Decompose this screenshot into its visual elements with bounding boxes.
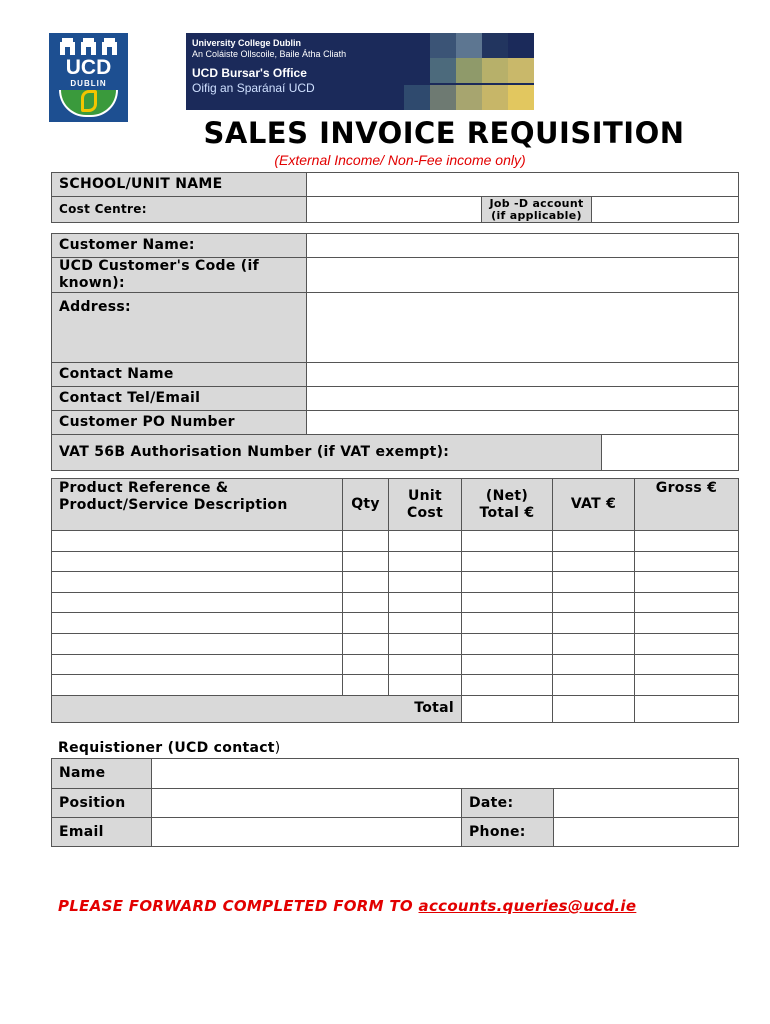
- po-number-field[interactable]: [307, 411, 739, 435]
- requisitioner-heading: Requistioner (UCD contact): [58, 740, 281, 756]
- vat-label: VAT 56B Authorisation Number (if VAT exempt):: [52, 435, 602, 471]
- product-qty-cell[interactable]: [343, 551, 389, 572]
- total-net-field[interactable]: [462, 695, 553, 722]
- logo-subtext: DUBLIN: [70, 79, 107, 88]
- customer-table: [51, 233, 739, 471]
- ucd-logo: [49, 33, 128, 122]
- harp-icon: [81, 90, 97, 112]
- col-header-qty: Qty: [343, 479, 389, 531]
- product-description-cell[interactable]: [52, 531, 343, 552]
- total-gross-field[interactable]: [635, 695, 739, 722]
- page-subtitle: (External Income/ Non-Fee income only): [274, 152, 526, 168]
- product-description-cell[interactable]: [52, 654, 343, 675]
- vat-field[interactable]: [602, 435, 739, 471]
- address-label: Address:: [52, 293, 307, 363]
- cost-centre-field[interactable]: [307, 197, 482, 223]
- customer-code-label: UCD Customer's Code (if known):: [52, 258, 307, 293]
- castle-icon: [60, 42, 117, 56]
- school-unit-table: [51, 172, 739, 223]
- req-name-field[interactable]: [152, 759, 739, 789]
- product-unit-cost-cell[interactable]: [389, 675, 462, 696]
- product-net-total-cell[interactable]: [462, 654, 553, 675]
- product-description-cell[interactable]: [52, 675, 343, 696]
- address-field[interactable]: [307, 293, 739, 363]
- product-unit-cost-cell[interactable]: [389, 551, 462, 572]
- table-row: [52, 613, 739, 634]
- req-email-label: Email: [52, 818, 152, 847]
- school-unit-field[interactable]: [307, 173, 739, 197]
- product-vat-cell[interactable]: [553, 551, 635, 572]
- product-gross-cell[interactable]: [635, 654, 739, 675]
- product-gross-cell[interactable]: [635, 592, 739, 613]
- col-header-gross: Gross €: [635, 479, 739, 531]
- banner-line-2: An Coláiste Ollscoile, Baile Átha Cliath: [192, 49, 347, 59]
- product-unit-cost-cell[interactable]: [389, 592, 462, 613]
- product-qty-cell[interactable]: [343, 613, 389, 634]
- cost-centre-label: Cost Centre:: [52, 197, 307, 223]
- product-net-total-cell[interactable]: [462, 675, 553, 696]
- req-position-label: Position: [52, 789, 152, 818]
- product-net-total-cell[interactable]: [462, 633, 553, 654]
- product-qty-cell[interactable]: [343, 592, 389, 613]
- col-header-description: Product Reference & Product/Service Description: [52, 479, 343, 531]
- req-phone-field[interactable]: [554, 818, 739, 847]
- product-net-total-cell[interactable]: [462, 572, 553, 593]
- req-position-field[interactable]: [152, 789, 462, 818]
- product-vat-cell[interactable]: [553, 654, 635, 675]
- job-account-label: Job -D account (if applicable): [482, 197, 592, 223]
- product-vat-cell[interactable]: [553, 531, 635, 552]
- product-vat-cell[interactable]: [553, 675, 635, 696]
- req-email-field[interactable]: [152, 818, 462, 847]
- bursar-banner: [186, 33, 534, 110]
- table-row: [52, 654, 739, 675]
- product-net-total-cell[interactable]: [462, 551, 553, 572]
- table-row: [52, 551, 739, 572]
- contact-tel-field[interactable]: [307, 387, 739, 411]
- product-description-cell[interactable]: [52, 551, 343, 572]
- product-gross-cell[interactable]: [635, 613, 739, 634]
- product-vat-cell[interactable]: [553, 613, 635, 634]
- requisitioner-table: [51, 758, 739, 847]
- customer-code-field[interactable]: [307, 258, 739, 293]
- product-net-total-cell[interactable]: [462, 531, 553, 552]
- product-unit-cost-cell[interactable]: [389, 531, 462, 552]
- contact-tel-label: Contact Tel/Email: [52, 387, 307, 411]
- product-qty-cell[interactable]: [343, 572, 389, 593]
- banner-line-4: Oifig an Sparánaí UCD: [192, 81, 315, 95]
- req-name-label: Name: [52, 759, 152, 789]
- product-qty-cell[interactable]: [343, 531, 389, 552]
- table-row: [52, 531, 739, 552]
- req-date-field[interactable]: [554, 789, 739, 818]
- product-unit-cost-cell[interactable]: [389, 633, 462, 654]
- product-gross-cell[interactable]: [635, 551, 739, 572]
- product-qty-cell[interactable]: [343, 654, 389, 675]
- po-number-label: Customer PO Number: [52, 411, 307, 435]
- forward-instruction: PLEASE FORWARD COMPLETED FORM TO accounts.queries@ucd.ie: [58, 897, 637, 915]
- product-gross-cell[interactable]: [635, 572, 739, 593]
- contact-name-label: Contact Name: [52, 363, 307, 387]
- col-header-vat: VAT €: [553, 479, 635, 531]
- accounts-email-link[interactable]: accounts.queries@ucd.ie: [418, 897, 637, 915]
- job-account-field[interactable]: [592, 197, 739, 223]
- product-unit-cost-cell[interactable]: [389, 572, 462, 593]
- product-description-cell[interactable]: [52, 613, 343, 634]
- product-qty-cell[interactable]: [343, 633, 389, 654]
- product-description-cell[interactable]: [52, 572, 343, 593]
- product-gross-cell[interactable]: [635, 531, 739, 552]
- col-header-unit-cost: Unit Cost: [389, 479, 462, 531]
- req-date-label: Date:: [462, 789, 554, 818]
- product-net-total-cell[interactable]: [462, 592, 553, 613]
- products-table: [51, 478, 739, 723]
- product-qty-cell[interactable]: [343, 675, 389, 696]
- school-unit-label: SCHOOL/UNIT NAME: [52, 173, 307, 197]
- customer-name-field[interactable]: [307, 234, 739, 258]
- table-row: [52, 572, 739, 593]
- customer-name-label: Customer Name:: [52, 234, 307, 258]
- product-net-total-cell[interactable]: [462, 613, 553, 634]
- table-row: [52, 592, 739, 613]
- product-vat-cell[interactable]: [553, 572, 635, 593]
- product-gross-cell[interactable]: [635, 633, 739, 654]
- product-gross-cell[interactable]: [635, 675, 739, 696]
- product-unit-cost-cell[interactable]: [389, 613, 462, 634]
- total-label: Total: [52, 695, 462, 722]
- product-unit-cost-cell[interactable]: [389, 654, 462, 675]
- contact-name-field[interactable]: [307, 363, 739, 387]
- banner-line-3: UCD Bursar's Office: [192, 66, 307, 80]
- logo-text: UCD: [65, 56, 112, 79]
- total-vat-field[interactable]: [553, 695, 635, 722]
- col-header-net-total: (Net) Total €: [462, 479, 553, 531]
- page-title: SALES INVOICE REQUISITION: [203, 116, 685, 150]
- product-vat-cell[interactable]: [553, 592, 635, 613]
- table-row: [52, 675, 739, 696]
- product-description-cell[interactable]: [52, 592, 343, 613]
- table-row: [52, 633, 739, 654]
- product-vat-cell[interactable]: [553, 633, 635, 654]
- product-description-cell[interactable]: [52, 633, 343, 654]
- banner-line-1: University College Dublin: [192, 38, 302, 48]
- req-phone-label: Phone:: [462, 818, 554, 847]
